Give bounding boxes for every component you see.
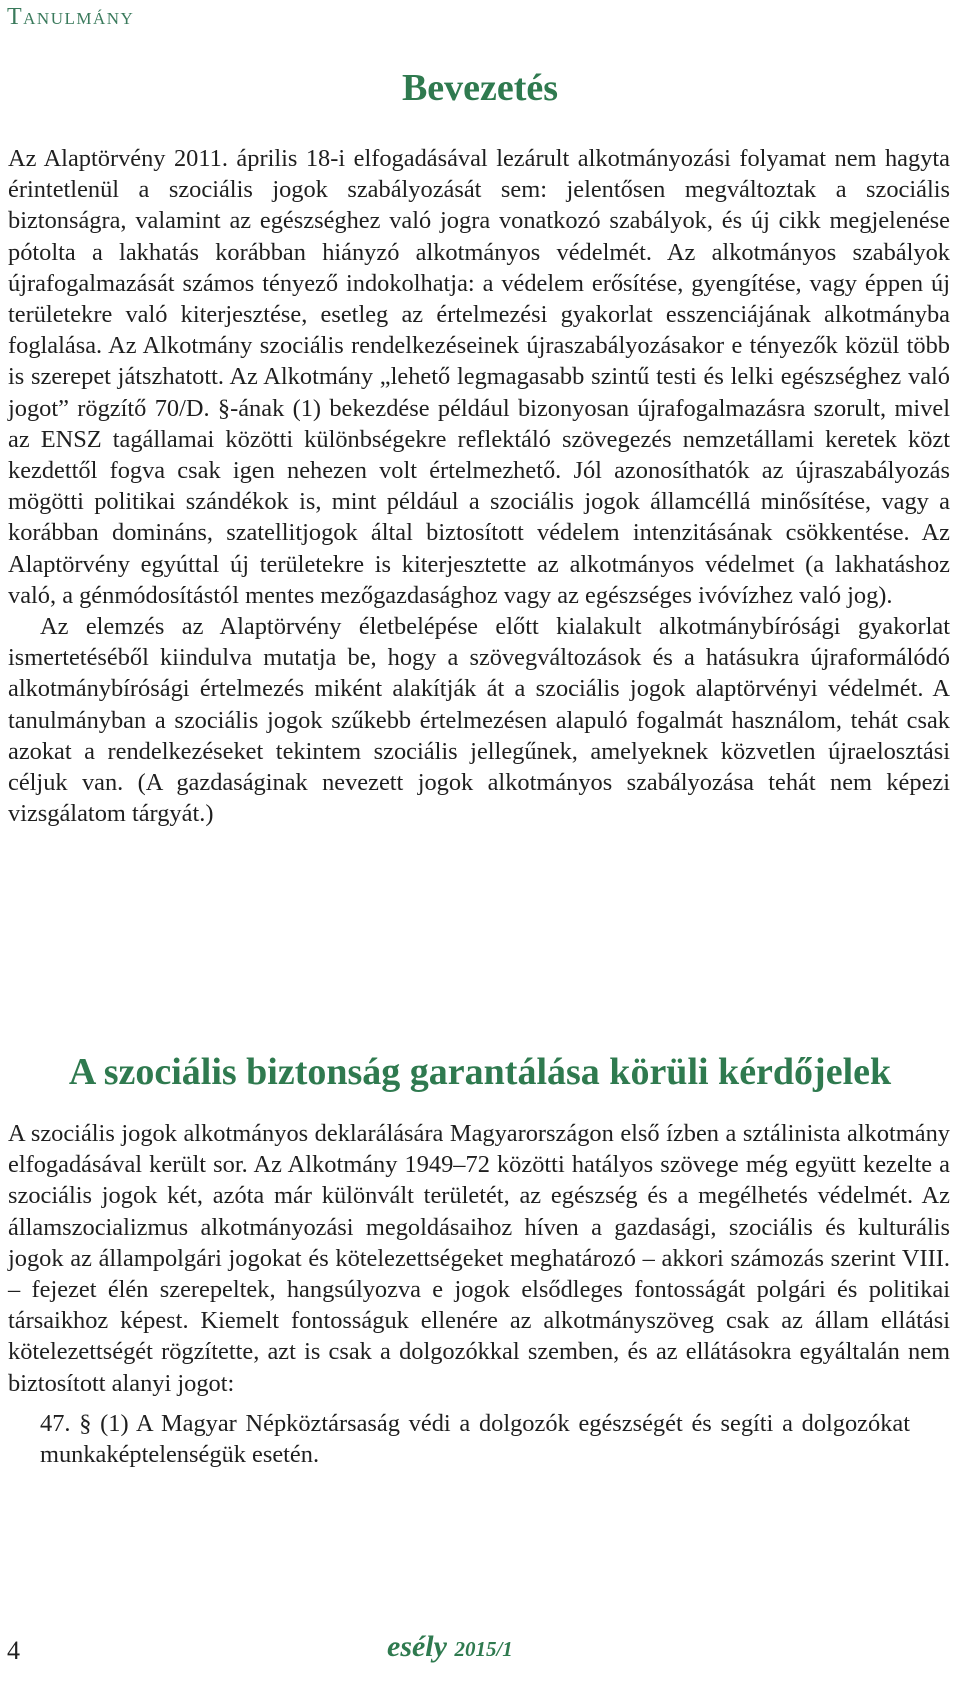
page-number: 4: [7, 1636, 20, 1665]
section-title-introduction: Bevezetés: [401, 67, 559, 109]
paragraph: A szociális jogok alkotmányos deklarálására Magyarországon első ízben a sztálinista alkotmány elfogadásával került sor. Az Alkotmány 1949–72 közötti hatályos szövege még együtt kezelte a szociális jogok két, azóta már különvált területét, az egészség és a megélhetés védelmét. Az államszocializmus alkotmányozási megoldásaihoz híven a gazdasági, szociális és kulturális jogok az állampolgári jogokat és kötelezettségeket meghatározó – akkori számozás szerint VIII. – fejezet élén szerepeltek, hangsúlyozva e jogok elsődleges fontosságát polgári és politikai társaikhoz képest. Kiemelt fontosságuk ellenére az alkotmányszöveg csak az állam ellátási kötelezettségét rögzítette, azt is csak a dolgozókkal szemben, és az ellátásokra egyáltalán nem biztosított alanyi jogot:: [8, 1120, 950, 1397]
paragraph: Az elemzés az Alaptörvény életbelépése előtt kialakult alkotmánybírósági gyakorlat ismertetéséből kiindulva mutatja be, hogy a szövegváltozások és a hatásukra újraformálódó alkotmánybírósági értelmezés miként alakítják át a szociális jogok alaptörvényi védelmét. A tanulmányban a szociális jogok szűkebb értelmezésen alapuló fogalmát használom, tehát csak azokat a rendelkezéseket tekintem szociális jellegűnek, amelyeknek közvetlen újraelosztási céljuk van. (A gazdaságinak nevezett jogok alkotmányos szabályozása tehát nem képezi vizsgálatom tárgyát.): [8, 613, 950, 828]
running-head: Tanulmány: [7, 4, 135, 30]
journal-name: esély: [387, 1630, 447, 1663]
paragraph: Az Alaptörvény 2011. április 18-i elfogadásával lezárult alkotmányozási folyamat nem hagyta érintetlenül a szociális jogok szabályozását sem: jelentősen megváltoztak a szociális biztonságra, valamint az egészséghez való jogra vonatkozó szabályok, és új cikk megjelenése pótolta a lakhatás korábban hiányzó alkotmányos védelmét. Az alkotmányos szabályok újrafogalmazását számos tényező indokolhatja: a védelem erősítése, gyengítése, vagy éppen új területekre való kiterjesztése, esetleg az értelmezési gyakorlat esszenciájának alkotmányba foglalása. Az Alkotmány szociális rendelkezéseinek újraszabályozásakor e tényezők közül több is szerepet játszhatott. Az Alkotmány „lehető legmagasabb szintű testi és lelki egészséghez való jogot” rögzítő 70/D. §-ának (1) bekezdése például bizonyosan újrafogalmazásra szorult, mivel az ENSZ tagállamai közötti különbségekre reflektáló szövegezés nemzetállami keretek közt kezdettől fogva csak igen nehezen volt értelmezhető. Jól azonosíthatók az újraszabályozás mögötti politikai szándékok is, mint például a szociális jogok államcéllá minősítése, vagy a korábban domináns, szatellitjogok által biztosított védelem intenzitásának csökkentése. Az Alaptörvény egyúttal új területekre is kiterjesztette az alkotmányos védelmet (a lakhatáshoz való, a génmódosítástól mentes mezőgazdasághoz vagy az egészséges ivóvízhez való jog).: [8, 145, 950, 609]
section-title-social-security: A szociális biztonság garantálása körüli kérdőjelek: [68, 1051, 892, 1093]
introduction-body: [8, 143, 950, 829]
journal-issue: 2015/1: [454, 1637, 513, 1661]
journal-footer: [387, 1630, 513, 1664]
constitution-quote: 47. § (1) A Magyar Népköztársaság védi a dolgozók egészségét és segíti a dolgozókat munkaképtelenségük esetén.: [40, 1410, 910, 1469]
social-security-body: [8, 1118, 950, 1399]
